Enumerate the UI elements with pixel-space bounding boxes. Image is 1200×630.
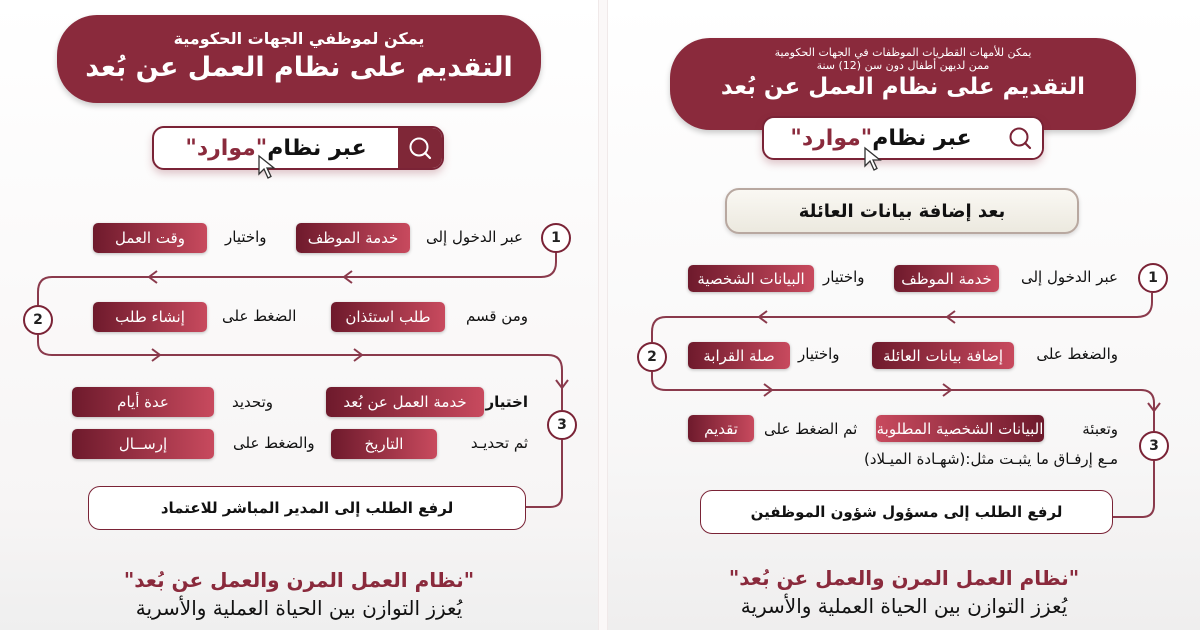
step-2-text-click: والضغط على	[1036, 345, 1118, 363]
right-infographic-panel	[608, 0, 1200, 630]
step-2-text-section: ومن قسم	[466, 307, 528, 325]
step-3-text-choose: اختيار	[485, 393, 528, 411]
banner-subtitle-2: ممن لديهن أطفال دون سن (12) سنة	[816, 59, 990, 72]
right-slogan-subtitle: يُعزز التوازن بين الحياة العملية والأسرية	[740, 594, 1068, 618]
mouse-cursor-icon	[862, 146, 886, 174]
search-prefix: عبر نظام	[872, 125, 972, 151]
left-slogan-title: "نظام العمل المرن والعمل عن بُعد"	[123, 568, 475, 592]
right-result-box: لرفع الطلب إلى مسؤول شؤون الموظفين	[700, 490, 1113, 534]
banner-title: التقديم على نظام العمل عن بُعد	[720, 74, 1086, 100]
step-1-text-enter: عبر الدخول إلى	[1020, 268, 1118, 286]
system-name: "موارد"	[790, 125, 873, 151]
step-3-text-then-click: ثم الضغط على	[764, 420, 858, 438]
search-button	[998, 118, 1042, 158]
step-3-chip-required-personal-data: البيانات الشخصية المطلوبة	[876, 415, 1044, 442]
after-adding-family-data-label: بعد إضافة بيانات العائلة	[725, 188, 1079, 234]
right-slogan-title: "نظام العمل المرن والعمل عن بُعد"	[728, 566, 1080, 590]
step-2-chip-permission-request: طلب استئذان	[331, 302, 445, 332]
step-1-badge: 1	[1138, 263, 1168, 293]
step-3-text-specify: وتحديد	[232, 393, 274, 411]
step-3-chip-date: التاريخ	[331, 429, 437, 459]
step-3-text-click: والضغط على	[233, 434, 315, 452]
panel-divider	[598, 0, 608, 630]
left-slogan-subtitle: يُعزز التوازن بين الحياة العملية والأسرية	[135, 596, 463, 620]
mouse-cursor-icon	[256, 154, 280, 182]
step-3-text-fill: وتعبئة	[1082, 420, 1118, 438]
step-3-chip-several-days: عدة أيام	[72, 387, 214, 417]
left-title-banner	[57, 15, 541, 103]
left-infographic-panel	[0, 0, 598, 630]
step-1-chip-personal-data: البيانات الشخصية	[688, 265, 814, 292]
step-1-chip-working-time: وقت العمل	[93, 223, 207, 253]
step-2-text-click: الضغط على	[222, 307, 297, 325]
step-1-chip-employee-service: خدمة الموظف	[894, 265, 999, 292]
step-3-chip-send: إرســال	[72, 429, 214, 459]
step-2-chip-relationship: صلة القرابة	[688, 342, 790, 369]
banner-subtitle-1: يمكن للأمهات القطريات الموظفات في الجهات الحكومية	[774, 46, 1032, 59]
search-icon	[407, 135, 433, 161]
step-2-chip-create-request: إنشاء طلب	[93, 302, 207, 332]
step-3-badge: 3	[547, 410, 577, 440]
search-prefix: عبر نظام	[267, 135, 367, 161]
left-result-box: لرفع الطلب إلى المدير المباشر للاعتماد	[88, 486, 526, 530]
left-mawared-search-bar	[152, 126, 444, 170]
step-2-badge: 2	[637, 342, 667, 372]
step-1-text-choose: واختيار	[823, 268, 865, 286]
step-3-badge: 3	[1139, 431, 1169, 461]
step-1-text-choose: واختيار	[225, 228, 267, 246]
search-button	[398, 128, 442, 168]
step-2-badge: 2	[23, 305, 53, 335]
step-3-chip-remote-work-service: خدمة العمل عن بُعد	[326, 387, 484, 417]
step-3-chip-submit: تقديم	[688, 415, 754, 442]
step-2-text-choose: واختيار	[798, 345, 840, 363]
system-name: "موارد"	[185, 135, 268, 161]
step-3-text-then-specify: ثم تحديـد	[470, 434, 528, 452]
step-1-badge: 1	[541, 223, 571, 253]
step-1-text-enter: عبر الدخول إلى	[425, 228, 523, 246]
step-3-text-attachment: مـع إرفـاق ما يثبـت مثل:(شهـادة الميـلاد)	[863, 450, 1118, 468]
step-1-chip-employee-service: خدمة الموظف	[296, 223, 410, 253]
banner-title: التقديم على نظام العمل عن بُعد	[85, 52, 513, 83]
right-mawared-search-bar	[762, 116, 1044, 160]
search-icon	[1007, 125, 1033, 151]
step-2-chip-add-family-data: إضافة بيانات العائلة	[872, 342, 1014, 369]
banner-subtitle: يمكن لموظفي الجهات الحكومية	[173, 29, 425, 48]
